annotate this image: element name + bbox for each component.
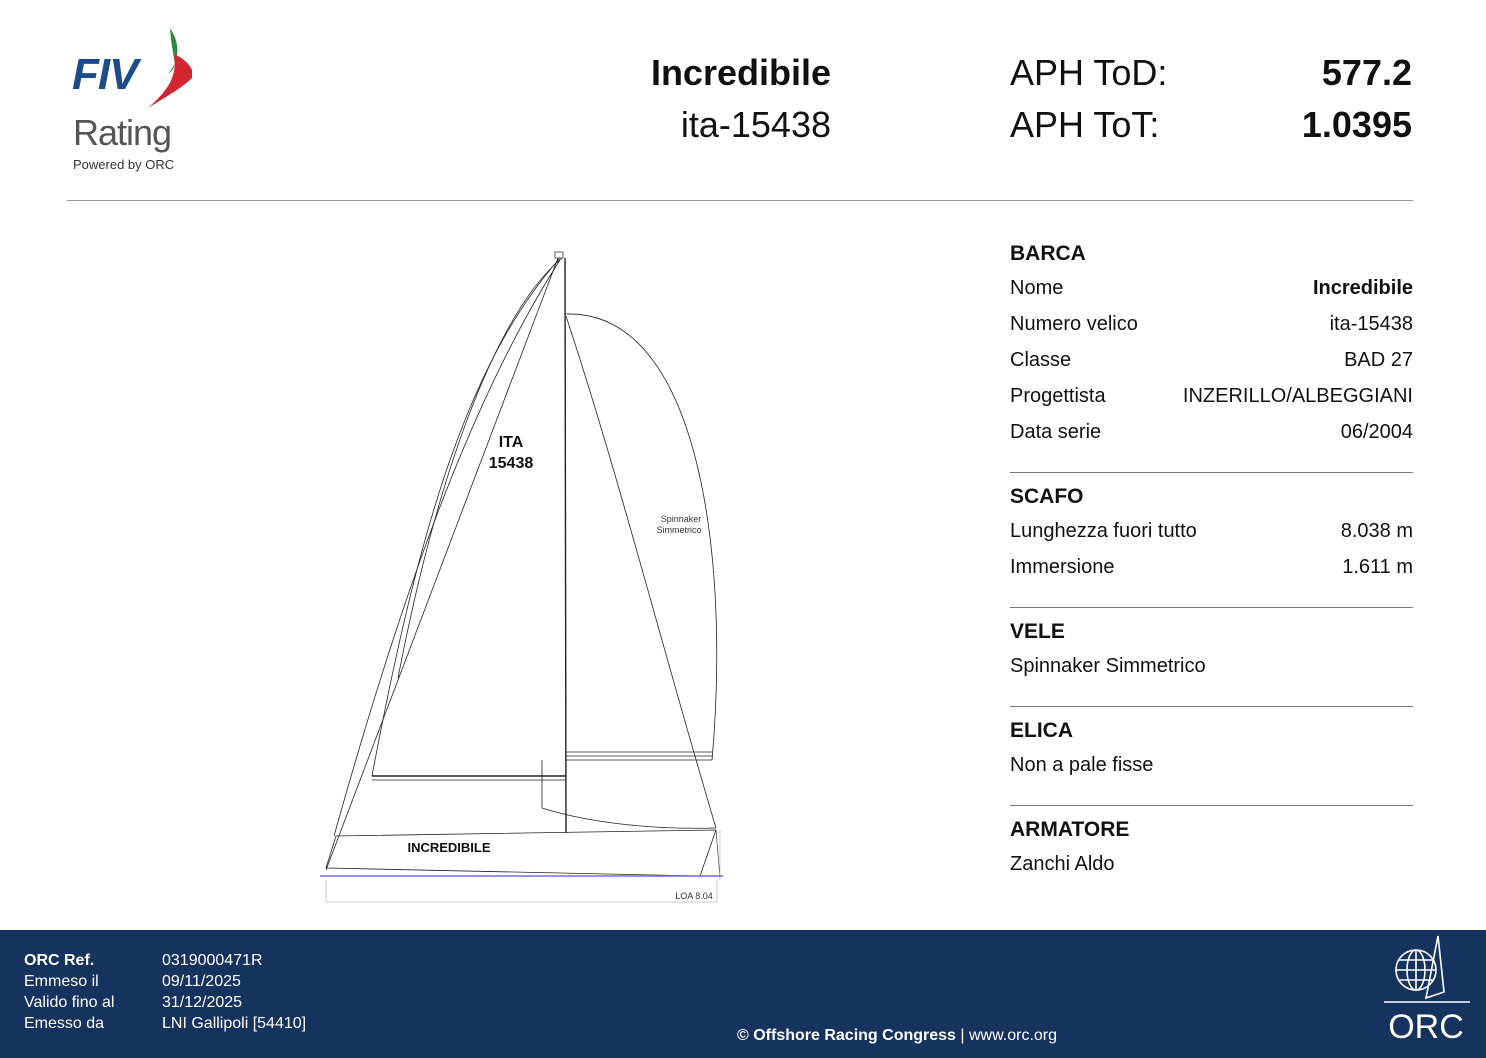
aph-tot-value: 1.0395: [1301, 104, 1412, 145]
row-value: ita-15438: [1329, 313, 1413, 335]
row-value: BAD 27: [1344, 349, 1413, 371]
detail-row: [1010, 846, 1413, 882]
valid-value: 31/12/2025: [162, 994, 243, 1011]
issued-value: 09/11/2025: [162, 973, 241, 990]
detail-row: [1010, 342, 1413, 378]
mast-line: [565, 258, 566, 833]
aph-tod-label: APH ToD:: [1010, 52, 1168, 93]
sail-number-line1: ITA: [498, 434, 524, 451]
row-value: 8.038 m: [1340, 520, 1413, 542]
jib-luff: [334, 260, 560, 836]
hull-outline: [326, 830, 716, 876]
section-title: ELICA: [1010, 719, 1073, 742]
section-barca: [1010, 238, 1413, 472]
details-panel: [1010, 238, 1413, 882]
copyright: [737, 1027, 1057, 1045]
detail-row: [1010, 306, 1413, 342]
ref-label: ORC Ref.: [24, 952, 95, 969]
row-text: Zanchi Aldo: [1010, 853, 1115, 875]
row-label: Progettista: [1010, 385, 1106, 407]
row-value: Incredibile: [1312, 277, 1413, 299]
section-title: VELE: [1010, 620, 1065, 643]
fiv-rating-logo: [72, 26, 192, 176]
issued-by-label: Emesso da: [24, 1015, 105, 1032]
row-text: Non a pale fisse: [1010, 754, 1154, 776]
header-divider: [67, 200, 1413, 201]
hull-name-label: INCREDIBILE: [407, 840, 491, 855]
sail-plan-drawing: [310, 240, 730, 910]
aph-tot-label: APH ToT:: [1010, 104, 1160, 145]
detail-row: [1010, 513, 1413, 549]
detail-row: [1010, 270, 1413, 306]
sail-number-line2: 15438: [488, 455, 534, 472]
footer: [0, 930, 1486, 1058]
header-boat-name: Incredibile: [650, 52, 831, 93]
copyright-url-link[interactable]: www.orc.org: [968, 1027, 1058, 1044]
copyright-org: © Offshore Racing Congress: [737, 1027, 956, 1044]
row-label: Nome: [1010, 277, 1064, 299]
valid-label: Valido fino al: [24, 994, 115, 1011]
row-value: 06/2004: [1340, 421, 1413, 443]
loa-label: LOA 8.04: [675, 891, 713, 901]
row-label: Immersione: [1010, 556, 1115, 578]
section-armatore: [1010, 805, 1413, 882]
row-text: Spinnaker Simmetrico: [1010, 655, 1206, 677]
row-label: Data serie: [1010, 421, 1102, 443]
masthead: [555, 252, 563, 258]
spinnaker-leech: [566, 314, 717, 760]
mainsail-leech: [372, 258, 560, 776]
spinnaker-label-line2: Simmetrico: [656, 525, 702, 535]
forestay-line: [326, 258, 558, 870]
logo-tagline: Powered by ORC: [73, 157, 175, 172]
row-value: INZERILLO/ALBEGGIANI: [1182, 385, 1413, 407]
section-title: SCAFO: [1010, 485, 1084, 508]
spinnaker-label-line1: Spinnaker: [660, 514, 702, 524]
row-label: Lunghezza fuori tutto: [1010, 520, 1197, 542]
logo-product: Rating: [73, 112, 172, 153]
detail-row: [1010, 549, 1413, 585]
orc-globe-logo: [1382, 934, 1476, 1054]
row-label: Numero velico: [1010, 313, 1138, 335]
row-label: Classe: [1010, 349, 1072, 371]
section-title: BARCA: [1010, 242, 1086, 265]
detail-row: [1010, 414, 1413, 450]
row-value: 1.611 m: [1342, 556, 1413, 578]
header-sail-number: ita-15438: [680, 104, 831, 145]
detail-row: [1010, 648, 1413, 684]
issued-label: Emmeso il: [24, 973, 99, 990]
section-vele: [1010, 607, 1413, 706]
section-scafo: [1010, 472, 1413, 607]
detail-row: [1010, 378, 1413, 414]
logo-brand: FIV: [72, 50, 138, 99]
aph-tod-value: 577.2: [1321, 52, 1412, 93]
section-title: ARMATORE: [1010, 818, 1130, 841]
section-elica: [1010, 706, 1413, 805]
issued-by-value: LNI Gallipoli [54410]: [162, 1015, 307, 1032]
spinnaker-luff: [566, 316, 716, 828]
orc-logo-text: ORC: [1388, 1008, 1464, 1046]
copyright-separator: |: [955, 1027, 969, 1044]
ref-value: 0319000471R: [162, 952, 263, 969]
detail-row: [1010, 747, 1413, 783]
